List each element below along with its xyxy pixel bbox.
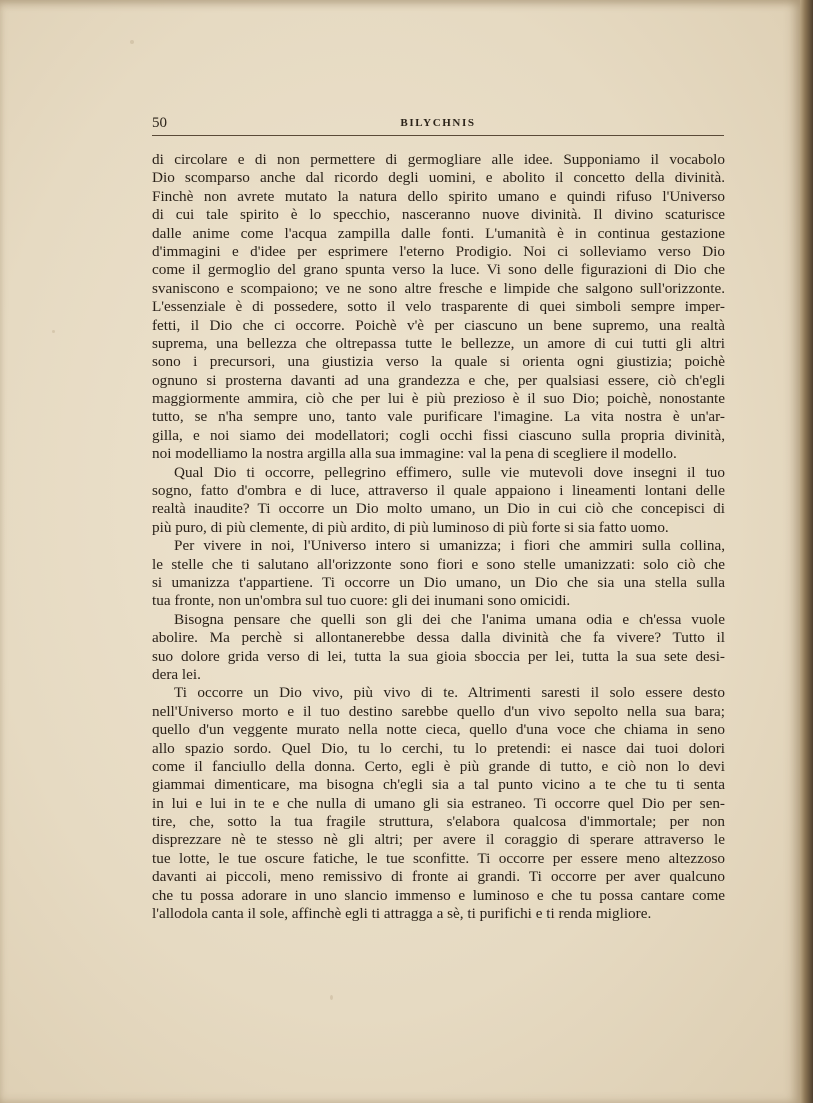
text-line: disprezzare nè te stesso nè gli altri; per avere il coraggio di sperare attraverso le <box>152 831 725 849</box>
text-line: dalle anime come l'acqua zampilla dalle fonti. L'umanità è in continua gestazione <box>152 224 725 242</box>
text-line: maggiormente ammira, ciò che per lui è più prezioso è il suo Dio; poichè, nonostante <box>152 390 725 408</box>
paragraph <box>152 464 725 538</box>
text-line: giammai dimenticare, ma bisogna ch'egli sia a tal punto vicino a te che tu ti senta <box>152 776 725 794</box>
paragraph <box>152 537 725 611</box>
text-line: abolire. Ma perchè si allontanerebbe dessa dalla divinità che fa vivere? Tutto il <box>152 629 725 647</box>
text-line: sono i precursori, una giustizia verso la quale si orienta ogni giustizia; poichè <box>152 353 725 371</box>
page-number: 50 <box>152 115 167 131</box>
paper-spot <box>330 995 333 1000</box>
text-line: d'immagini e d'idee per esprimere l'eterno Prodigio. Noi ci solleviamo verso Dio <box>152 242 725 260</box>
text-line: sogno, fatto d'ombra e di luce, attraverso il quale appaiono i lineamenti lontani delle <box>152 482 725 500</box>
paper-spot <box>52 330 55 333</box>
text-line: Ti occorre un Dio vivo, più vivo di te. Altrimenti saresti il solo essere desto <box>174 684 725 702</box>
text-line: di circolare e di non permettere di germogliare alle idee. Supponiamo il vocabolo <box>152 151 725 168</box>
page-header <box>152 113 724 137</box>
running-title: BILYCHNIS <box>400 117 476 129</box>
text-line: L'essenziale è di possedere, sotto il velo trasparente di quei simboli sempre imper- <box>152 298 725 316</box>
text-line: tire, che, sotto la tua fragile struttura, s'elabora qualcosa d'immortale; per non <box>152 813 725 831</box>
text-line: dera lei. <box>152 665 201 683</box>
text-line: l'allodola canta il sole, affinchè egli ti attragga a sè, ti purifichi e ti renda migliore. <box>152 905 652 923</box>
paragraph <box>152 684 725 923</box>
text-line: gilla, e noi siamo dei modellatori; cogli occhi fissi ciascuno sulla propria divinità, <box>152 426 725 444</box>
text-line: davanti ai piccoli, meno remissivo di fronte ai grandi. Ti occorre per aver qualcuno <box>152 868 725 886</box>
text-line: come il germoglio del grano spunta verso la luce. Vi sono delle figurazioni di Dio che <box>152 261 725 279</box>
text-line: ognuno si prosterna davanti ad una grandezza e che, per qualsiasi essere, ciò ch'egli <box>152 371 725 389</box>
text-line: di cui tale spirito è lo specchio, nasceranno nuove divinità. Il divino scaturisce <box>152 206 725 224</box>
header-rule <box>152 135 724 136</box>
text-line: tua fronte, non un'ombra sul tuo cuore: gli dei inumani sono omicidi. <box>152 592 571 610</box>
text-line: Finchè non avrete mutato la natura dello spirito umano e quindi rifuso l'Universo <box>152 187 725 205</box>
paragraph <box>152 611 725 685</box>
text-line: nell'Universo morto e il tuo destino sarebbe quello d'un vivo sepolto nella sua bara; <box>152 702 725 720</box>
page-edge <box>800 0 813 1103</box>
text-line: si umanizza t'appartiene. Ti occorre un Dio umano, un Dio che sia una stella sulla <box>152 573 725 591</box>
text-line: le stelle che ti salutano all'orizzonte sono fiori e sono stelle umanizzati: solo ciò che <box>152 555 725 573</box>
paragraph <box>152 151 725 464</box>
text-line: Qual Dio ti occorre, pellegrino effimero, sulle vie mutevoli dove insegni il tuo <box>174 463 725 481</box>
text-line: suo dolore grida verso di lei, tutta la sua gioia sboccia per lei, tutta la sua sete desi- <box>152 647 725 665</box>
body-text <box>152 151 725 923</box>
text-line: Dio scomparso anche dal ricordo degli uomini, e abolito il concetto della divinità. <box>152 169 725 187</box>
text-line: quello d'un veggente murato nella notte cieca, quello d'una voce che chiama in seno <box>152 721 725 739</box>
text-line: come il fanciullo della donna. Certo, egli è più grande di tutto, e ciò non lo devi <box>152 757 725 775</box>
text-line: noi modelliamo la nostra argilla alla sua immagine: val la pena di sceglierе il modello. <box>152 445 677 463</box>
text-line: svaniscono e scompaiono; ve ne sono altre fresche e limpide che salgono sull'orizzonte. <box>152 279 725 297</box>
text-line: Bisogna pensare che quelli son gli dei che l'anima umana odia e ch'essa vuole <box>174 610 725 628</box>
text-line: tutto, se n'ha sempre uno, tanto vale purificare l'imagine. La vita nostra è un'ar- <box>152 408 725 426</box>
text-line: realtà inaudite? Ti occorre un Dio molto umano, un Dio in cui ciò che concepisci di <box>152 500 725 518</box>
text-line: tue lotte, le tue oscure fatiche, le tue sconfitte. Ti occorre per essere meno altezzoso <box>152 849 725 867</box>
text-line: più puro, di più clemente, di più ardito, di più luminoso di più forte si sia fatto uomo. <box>152 518 669 536</box>
paper-spot <box>130 40 134 44</box>
text-line: che tu possa adorare in uno slancio immenso e luminoso e che tu possa cantare come <box>152 886 725 904</box>
text-line: allo spazio sordo. Quel Dio, tu lo cerchi, tu lo pretendi: ei nasce dai tuoi dolori <box>152 739 725 757</box>
text-line: in lui e lui in te e che nulla di umano gli sia estraneo. Ti occorre quel Dio per sen- <box>152 794 725 812</box>
text-line: fetti, il Dio che ci occorre. Poichè v'è per ciascuno un bene supremo, una realtà <box>152 316 725 334</box>
text-line: Per vivere in noi, l'Universo intero si umanizza; i fiori che ammiri sulla collina, <box>174 537 725 555</box>
text-line: suprema, una bellezza che oltrepassa tutte le bellezze, un amore di cui tutti gli altri <box>152 334 725 352</box>
